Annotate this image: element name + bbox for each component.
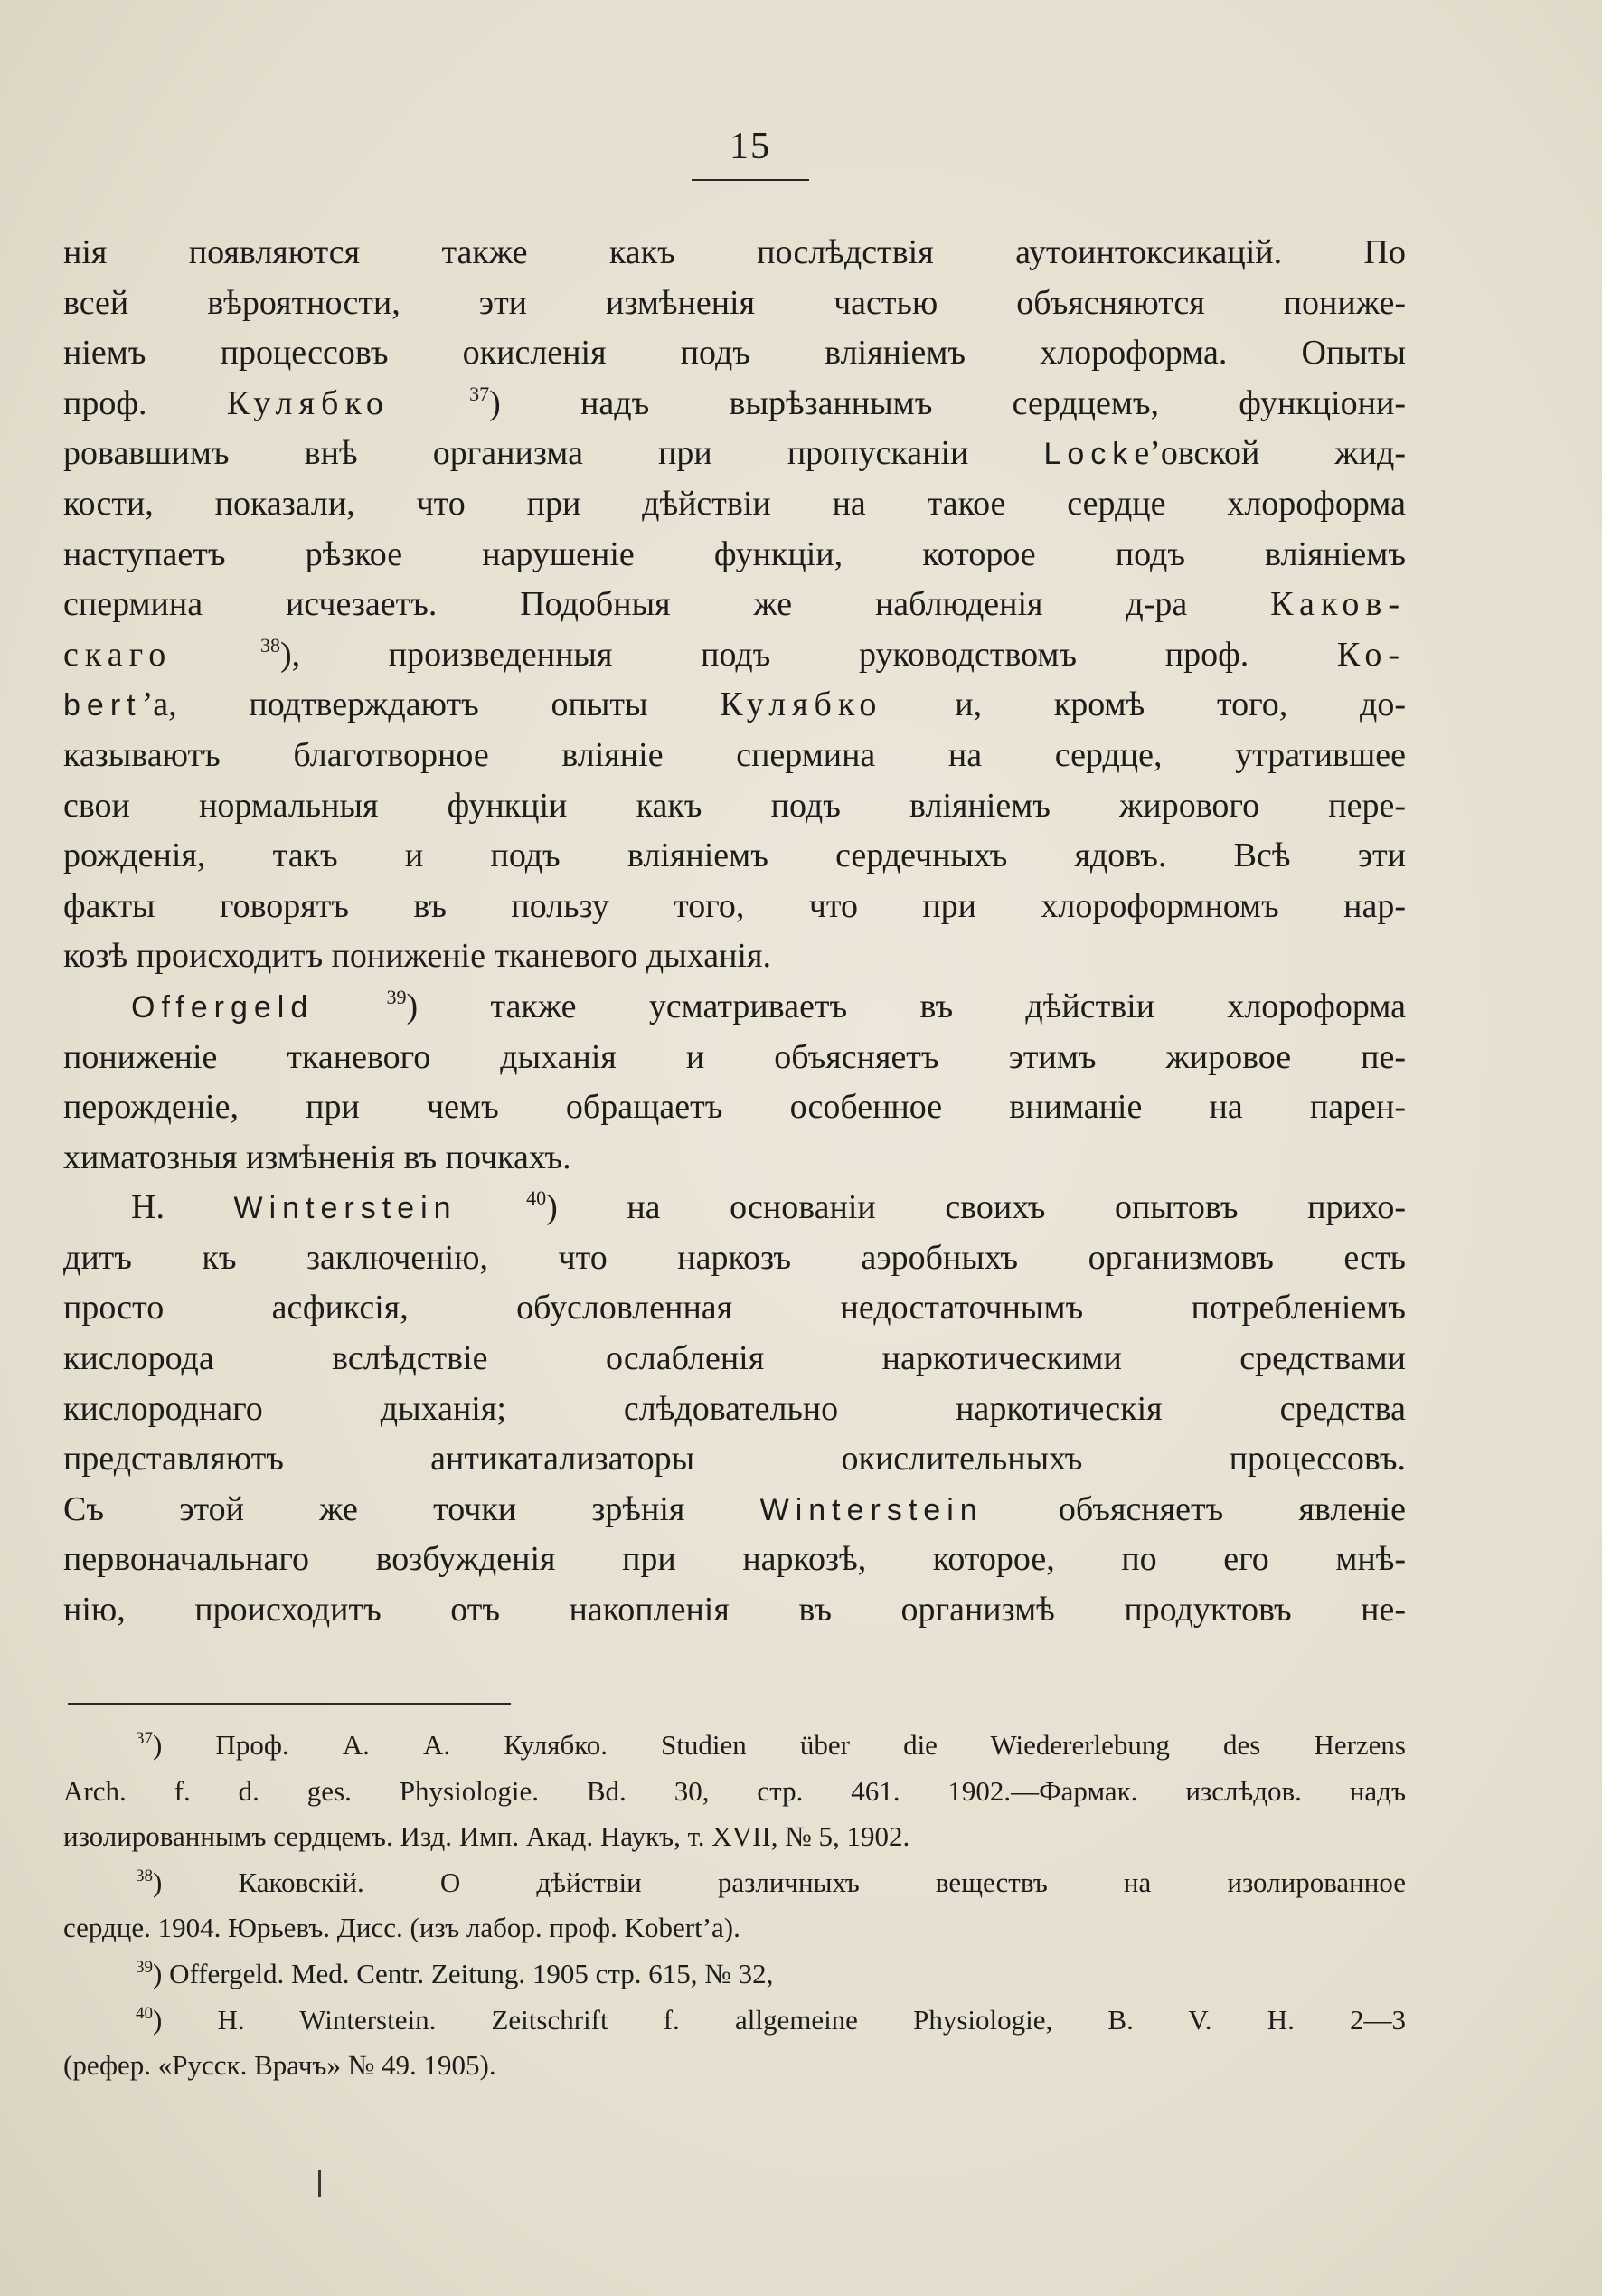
footnote-line: [63, 1998, 1406, 2044]
body-line: [63, 429, 1406, 479]
text-run: химатозныя измѣненія въ почкахъ.: [63, 1138, 571, 1176]
body-line: [63, 982, 1406, 1033]
text-run: [314, 987, 386, 1025]
text-run: ), произведенныя подъ руководствомъ проф.: [279, 635, 1337, 674]
text-run: е’овской жид-: [1134, 434, 1406, 473]
body-line: [63, 228, 1406, 279]
text-run: и, кромѣ того, до-: [882, 685, 1406, 724]
footnote-line: [63, 1814, 1406, 1860]
footnote-line: [63, 1905, 1406, 1951]
text-run: ніемъ процессовъ окисленія подъ вліяніемъ хлороформа. Опыты: [63, 334, 1406, 373]
text-run: факты говорятъ въ пользу того, что при хлороформномъ нар-: [63, 886, 1406, 925]
footnote-line: [63, 2043, 1406, 2089]
body-line: [63, 831, 1406, 882]
text-run: H.: [131, 1188, 234, 1227]
footnote-line: [63, 1769, 1406, 1815]
footnotes: [63, 1723, 1406, 2089]
text-run: ) Каковскій. О дѣйствіи различныхъ веществъ на изолированное: [153, 1866, 1406, 1898]
body-line: [63, 630, 1406, 681]
spaced-name: Winterstein: [759, 1492, 984, 1527]
body-line: [63, 1585, 1406, 1636]
text-run: ровавшимъ внѣ организма при пропусканіи: [63, 434, 1044, 473]
footnote-ref: 39: [136, 1957, 153, 1977]
text-run: проф.: [63, 383, 227, 422]
footnote-line: [63, 1860, 1406, 1906]
text-run: изолированнымъ сердцемъ. Изд. Имп. Акад. Наукъ, т. XVII, № 5, 1902.: [63, 1820, 910, 1853]
body-line: [63, 680, 1406, 731]
body-line: [63, 1485, 1406, 1535]
body-line: [63, 1283, 1406, 1334]
text-run: кислороднаго дыханія; слѣдовательно наркотическія средства: [63, 1389, 1406, 1428]
text-run: сердце. 1904. Юрьевъ. Дисс. (изъ лабор. проф. Kobert’а).: [63, 1912, 740, 1944]
body-line: [63, 1384, 1406, 1435]
text-run: ) H. Winterstein. Zeitschrift f. allgemeine Physiologie, B. V. H. 2—3: [153, 2003, 1406, 2036]
body-line: [63, 530, 1406, 581]
text-run: (рефер. «Русск. Врачъ» № 49. 1905).: [63, 2049, 496, 2082]
text-run: ) Проф. А. А. Кулябко. Studien über die Wiedererlebung des Herzens: [153, 1729, 1406, 1761]
body-line: [63, 328, 1406, 379]
text-run: ) также усматриваетъ въ дѣйствіи хлороформа: [406, 987, 1406, 1025]
text-run: ) Offergeld. Med. Centr. Zeitung. 1905 стр. 615, № 32,: [153, 1957, 774, 1989]
spaced-name: скаго: [63, 635, 173, 674]
text-run: Arch. f. d. ges. Physiologie. Bd. 30, стр. 461. 1902.—Фармак. изслѣдов. надъ: [63, 1774, 1406, 1807]
body-line: [63, 1033, 1406, 1083]
print-mark: [318, 2170, 321, 2197]
footnote-rule: [68, 1703, 511, 1705]
body-line: [63, 1233, 1406, 1284]
text-run: пониженіе тканевого дыханія и объясняетъ этимъ жировое пе-: [63, 1037, 1406, 1076]
text-run: казываютъ благотворное вліяніе спермина на сердце, утратившее: [63, 735, 1406, 774]
text-run: Съ этой же точки зрѣнія: [63, 1489, 760, 1528]
text-run: кости, показали, что при дѣйствіи на такое сердце хлороформа: [63, 484, 1406, 523]
text-run: козѣ происходитъ пониженіе тканевого дыханія.: [63, 937, 771, 976]
body-line: [63, 1082, 1406, 1133]
spaced-name: Lock: [1043, 437, 1135, 472]
body-line: [63, 1133, 1406, 1184]
spaced-name: Кулябко: [226, 383, 390, 422]
text-run: объясняетъ явленіе: [983, 1489, 1406, 1528]
footnote-ref: 39: [386, 985, 407, 1008]
spaced-name: Ко-: [1336, 635, 1406, 674]
body-line: [63, 379, 1406, 430]
text-run: [172, 636, 260, 674]
text-run: спермина исчезаетъ. Подобныя же наблюденія д-ра: [63, 585, 1271, 624]
text-run: свои нормальныя функціи какъ подъ вліяніемъ жирового пере-: [63, 786, 1406, 825]
text-run: рожденія, такъ и подъ вліяніемъ сердечныхъ ядовъ. Всѣ эти: [63, 836, 1406, 875]
text-run: [390, 384, 469, 422]
text-run: [457, 1188, 527, 1226]
text-run: кислорода вслѣдствіе ослабленія наркотическими средствами: [63, 1339, 1406, 1378]
text-run: первоначальнаго возбужденія при наркозѣ, которое, по его мнѣ-: [63, 1540, 1406, 1579]
footnote-ref: 38: [259, 633, 280, 657]
text-run: нія появляются также какъ послѣдствія аутоинтоксикацій. По: [63, 233, 1406, 271]
footnote-ref: 38: [136, 1866, 153, 1885]
text-run: нію, происходитъ отъ накопленія въ организмѣ продуктовъ не-: [63, 1591, 1406, 1630]
footnote-ref: 40: [526, 1186, 547, 1210]
body-line: [63, 1434, 1406, 1485]
body-line: [63, 781, 1406, 832]
footnote-ref: 37: [469, 382, 490, 405]
text-run: всей вѣроятности, эти измѣненія частью объясняются пониже-: [63, 283, 1406, 322]
page-number: 15: [730, 126, 771, 167]
spaced-name: Winterstein: [233, 1191, 457, 1226]
spaced-name: bert: [63, 688, 142, 723]
text-run: просто асфиксія, обусловленная недостаточнымъ потребленіемъ: [63, 1289, 1406, 1328]
text-run: представляютъ антикатализаторы окислительныхъ процессовъ.: [63, 1440, 1406, 1479]
text-run: ’а, подтверждаютъ опыты: [141, 685, 721, 724]
body-line: [63, 1334, 1406, 1384]
header-rule: [692, 179, 809, 181]
spaced-name: Каков-: [1270, 585, 1406, 624]
body-line: [63, 731, 1406, 781]
text-run: дитъ къ заключенію, что наркозъ аэробныхъ организмовъ есть: [63, 1238, 1406, 1277]
text-run: перожденіе, при чемъ обращаетъ особенное вниманіе на парен-: [63, 1088, 1406, 1127]
body-line: [63, 1183, 1406, 1233]
footnote-ref: 40: [136, 2003, 153, 2023]
spaced-name: Offergeld: [131, 989, 315, 1025]
text-run: ) надъ вырѣзаннымъ сердцемъ, функціони-: [489, 383, 1406, 422]
body-text: [63, 228, 1406, 1636]
body-line: [63, 882, 1406, 932]
body-line: [63, 479, 1406, 530]
text-run: наступаетъ рѣзкое нарушеніе функціи, которое подъ вліяніемъ: [63, 534, 1406, 573]
body-line: [63, 931, 1406, 982]
body-line: [63, 1535, 1406, 1585]
footnote-ref: 37: [136, 1729, 153, 1748]
footnote-line: [63, 1951, 1406, 1998]
text-run: ) на основаніи своихъ опытовъ прихо-: [546, 1188, 1406, 1227]
body-line: [63, 580, 1406, 630]
footnote-line: [63, 1723, 1406, 1769]
body-line: [63, 279, 1406, 329]
spaced-name: Кулябко: [720, 685, 883, 724]
